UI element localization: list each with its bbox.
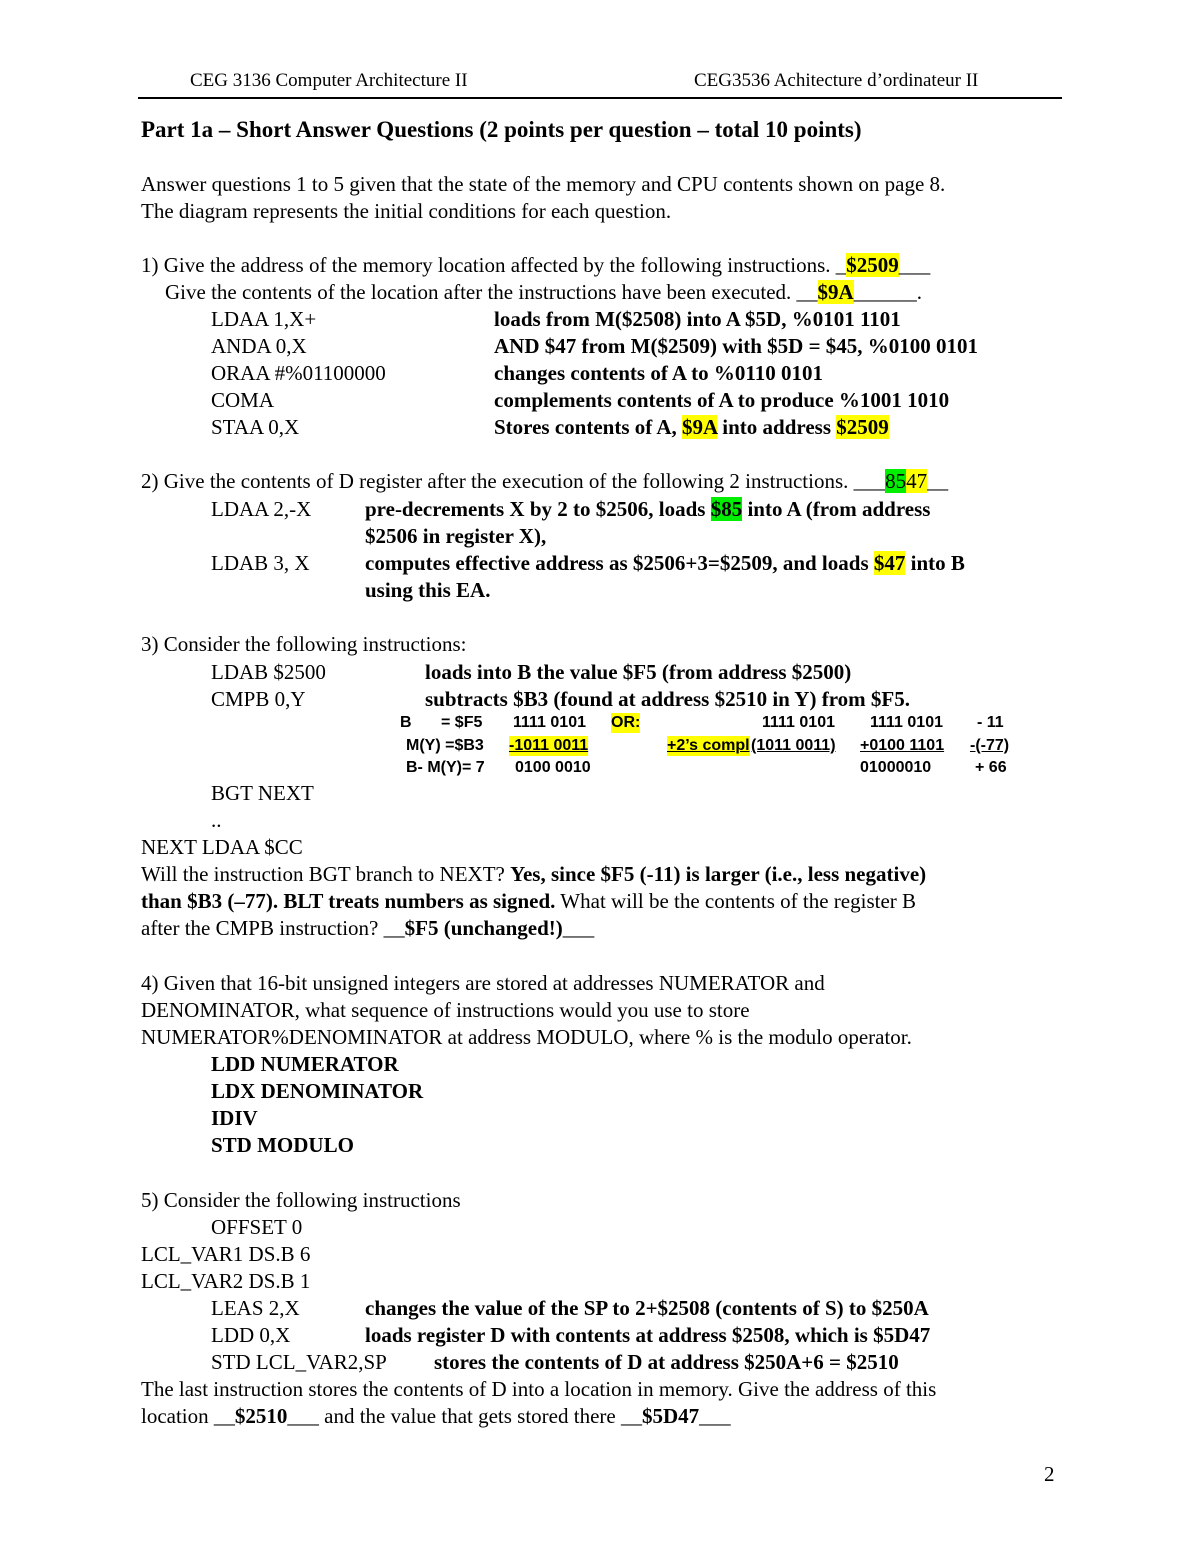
q1-note-1: loads from M($2508) into A $5D, %0101 1101: [494, 307, 901, 331]
q3-note-1: loads into B the value $F5 (from address $2500): [425, 660, 852, 684]
q5-note-2: loads register D with contents at address $2508, which is $5D47: [365, 1323, 931, 1347]
q3-dots: ..: [211, 808, 222, 832]
header-divider: [138, 97, 1062, 99]
q1-instr-3: ORAA #%01100000: [211, 361, 386, 385]
section-title: Part 1a – Short Answer Questions (2 points per question – total 10 points): [141, 117, 862, 142]
q1-answer-contents: $9A: [817, 280, 854, 304]
calc-r2-c5: +0100 1101: [860, 737, 945, 754]
q1-note-5: Stores contents of A, $9A into address $2509: [494, 415, 889, 439]
calc-r1-c7: - 11: [977, 714, 1004, 731]
q2-question: 2) Give the contents of D register after the execution of the following 2 instructions. ___8547__: [141, 469, 949, 493]
q5-note-3: stores the contents of D at address $250A+6 = $2510: [434, 1350, 899, 1374]
calc-r3-c3: 01000010: [860, 759, 932, 776]
q3-question-3: after the CMPB instruction? __$F5 (unchanged!)___: [141, 916, 595, 940]
q1-instr-5: STAA 0,X: [211, 415, 300, 439]
q1-question: 1) Give the address of the memory location affected by the following instructions. _$2509___: [141, 253, 931, 277]
q5-instr-1: LEAS 2,X: [211, 1296, 300, 1320]
calc-r1-c2: = $F5: [441, 714, 483, 731]
calc-r3-c4: + 66: [975, 759, 1007, 776]
q4-line-3: NUMERATOR%DENOMINATOR at address MODULO, where % is the modulo operator.: [141, 1025, 912, 1049]
q3-question-1: Will the instruction BGT branch to NEXT? Yes, since $F5 (-11) is larger (i.e., less negative): [141, 862, 927, 886]
calc-r1-c3: 1111 0101: [513, 714, 586, 731]
q2-instr-2: LDAB 3, X: [211, 551, 310, 575]
q4-line-2: DENOMINATOR, what sequence of instructions would you use to store: [141, 998, 750, 1022]
q3-instr-2: CMPB 0,Y: [211, 687, 306, 711]
q4-code-4: STD MODULO: [211, 1133, 354, 1157]
calc-r2-c2: -1011 0011: [509, 737, 589, 754]
q3-instr-1: LDAB $2500: [211, 660, 326, 684]
calc-r2-c6: -(-77): [970, 737, 1010, 754]
q1-instr-2: ANDA 0,X: [211, 334, 307, 358]
q3-intro: 3) Consider the following instructions:: [141, 632, 467, 656]
q2-answer-low: 47: [906, 469, 928, 493]
q2-instr-1: LDAA 2,-X: [211, 497, 312, 521]
calc-r2-c4: (1011 0011): [751, 737, 836, 754]
calc-r3-c2: 0100 0010: [515, 759, 591, 776]
q4-code-1: LDD NUMERATOR: [211, 1052, 399, 1076]
q3-question-2: than $B3 (–77). BLT treats numbers as signed. What will be the contents of the register B: [141, 889, 917, 913]
q2-note-1-cont: $2506 in register X),: [365, 524, 547, 548]
page-header: [138, 70, 1062, 96]
q5-intro: 5) Consider the following instructions: [141, 1188, 461, 1212]
intro-line-1: Answer questions 1 to 5 given that the state of the memory and CPU contents shown on page 8.: [141, 172, 946, 196]
q3-bgt: BGT NEXT: [211, 781, 314, 805]
q5-instr-2: LDD 0,X: [211, 1323, 291, 1347]
q5-note-1: changes the value of the SP to 2+$2508 (contents of S) to $250A: [365, 1296, 929, 1320]
calc-r1-c5: 1111 0101: [762, 714, 835, 731]
page-number: 2: [1044, 1462, 1055, 1486]
q1-instr-4: COMA: [211, 388, 275, 412]
q3-next: NEXT LDAA $CC: [141, 835, 303, 859]
calc-r1-c6: 1111 0101: [870, 714, 943, 731]
intro-line-2: The diagram represents the initial conditions for each question.: [141, 199, 672, 223]
q3-note-2: subtracts $B3 (found at address $2510 in Y) from $F5.: [425, 687, 910, 711]
q1-note-2: AND $47 from M($2509) with $5D = $45, %0100 0101: [494, 334, 979, 358]
q1-question-contents: Give the contents of the location after the instructions have been executed. __$9A______.: [165, 280, 922, 304]
q2-answer-high: 85: [885, 469, 907, 493]
q5-instr-3: STD LCL_VAR2,SP: [211, 1350, 387, 1374]
q2-note-2: computes effective address as $2506+3=$2509, and loads $47 into B: [365, 551, 965, 575]
q4-code-3: IDIV: [211, 1106, 258, 1130]
header-course-fr: CEG3536 Achitecture d’ordinateur II: [694, 70, 979, 91]
q5-last-2: location __$2510___ and the value that gets stored there __$5D47___: [141, 1404, 731, 1428]
q4-code-2: LDX DENOMINATOR: [211, 1079, 424, 1103]
q5-offset: OFFSET 0: [211, 1215, 303, 1239]
calc-r3-c1: B- M(Y)= 7: [406, 759, 485, 776]
calc-r2-c1: M(Y) =$B3: [406, 737, 484, 754]
q1-note-3: changes contents of A to %0110 0101: [494, 361, 824, 385]
q5-var1: LCL_VAR1 DS.B 6: [141, 1242, 311, 1266]
q1-instr-1: LDAA 1,X+: [211, 307, 317, 331]
q1-answer-address: $2509: [846, 253, 899, 277]
q4-line-1: 4) Given that 16-bit unsigned integers are stored at addresses NUMERATOR and: [141, 971, 825, 995]
q5-var2: LCL_VAR2 DS.B 1: [141, 1269, 311, 1293]
q2-note-1: pre-decrements X by 2 to $2506, loads $85 into A (from address: [365, 497, 931, 521]
calc-r1-c1: B: [400, 714, 412, 731]
calc-r1-c4: OR:: [611, 714, 641, 731]
q1-note-4: complements contents of A to produce %1001 1010: [494, 388, 950, 412]
q2-note-2-cont: using this EA.: [365, 578, 491, 602]
q5-last-1: The last instruction stores the contents of D into a location in memory. Give the address of this: [141, 1377, 937, 1401]
header-course-en: CEG 3136 Computer Architecture II: [190, 70, 468, 91]
calc-r2-c3: +2’s compl: [667, 737, 750, 754]
